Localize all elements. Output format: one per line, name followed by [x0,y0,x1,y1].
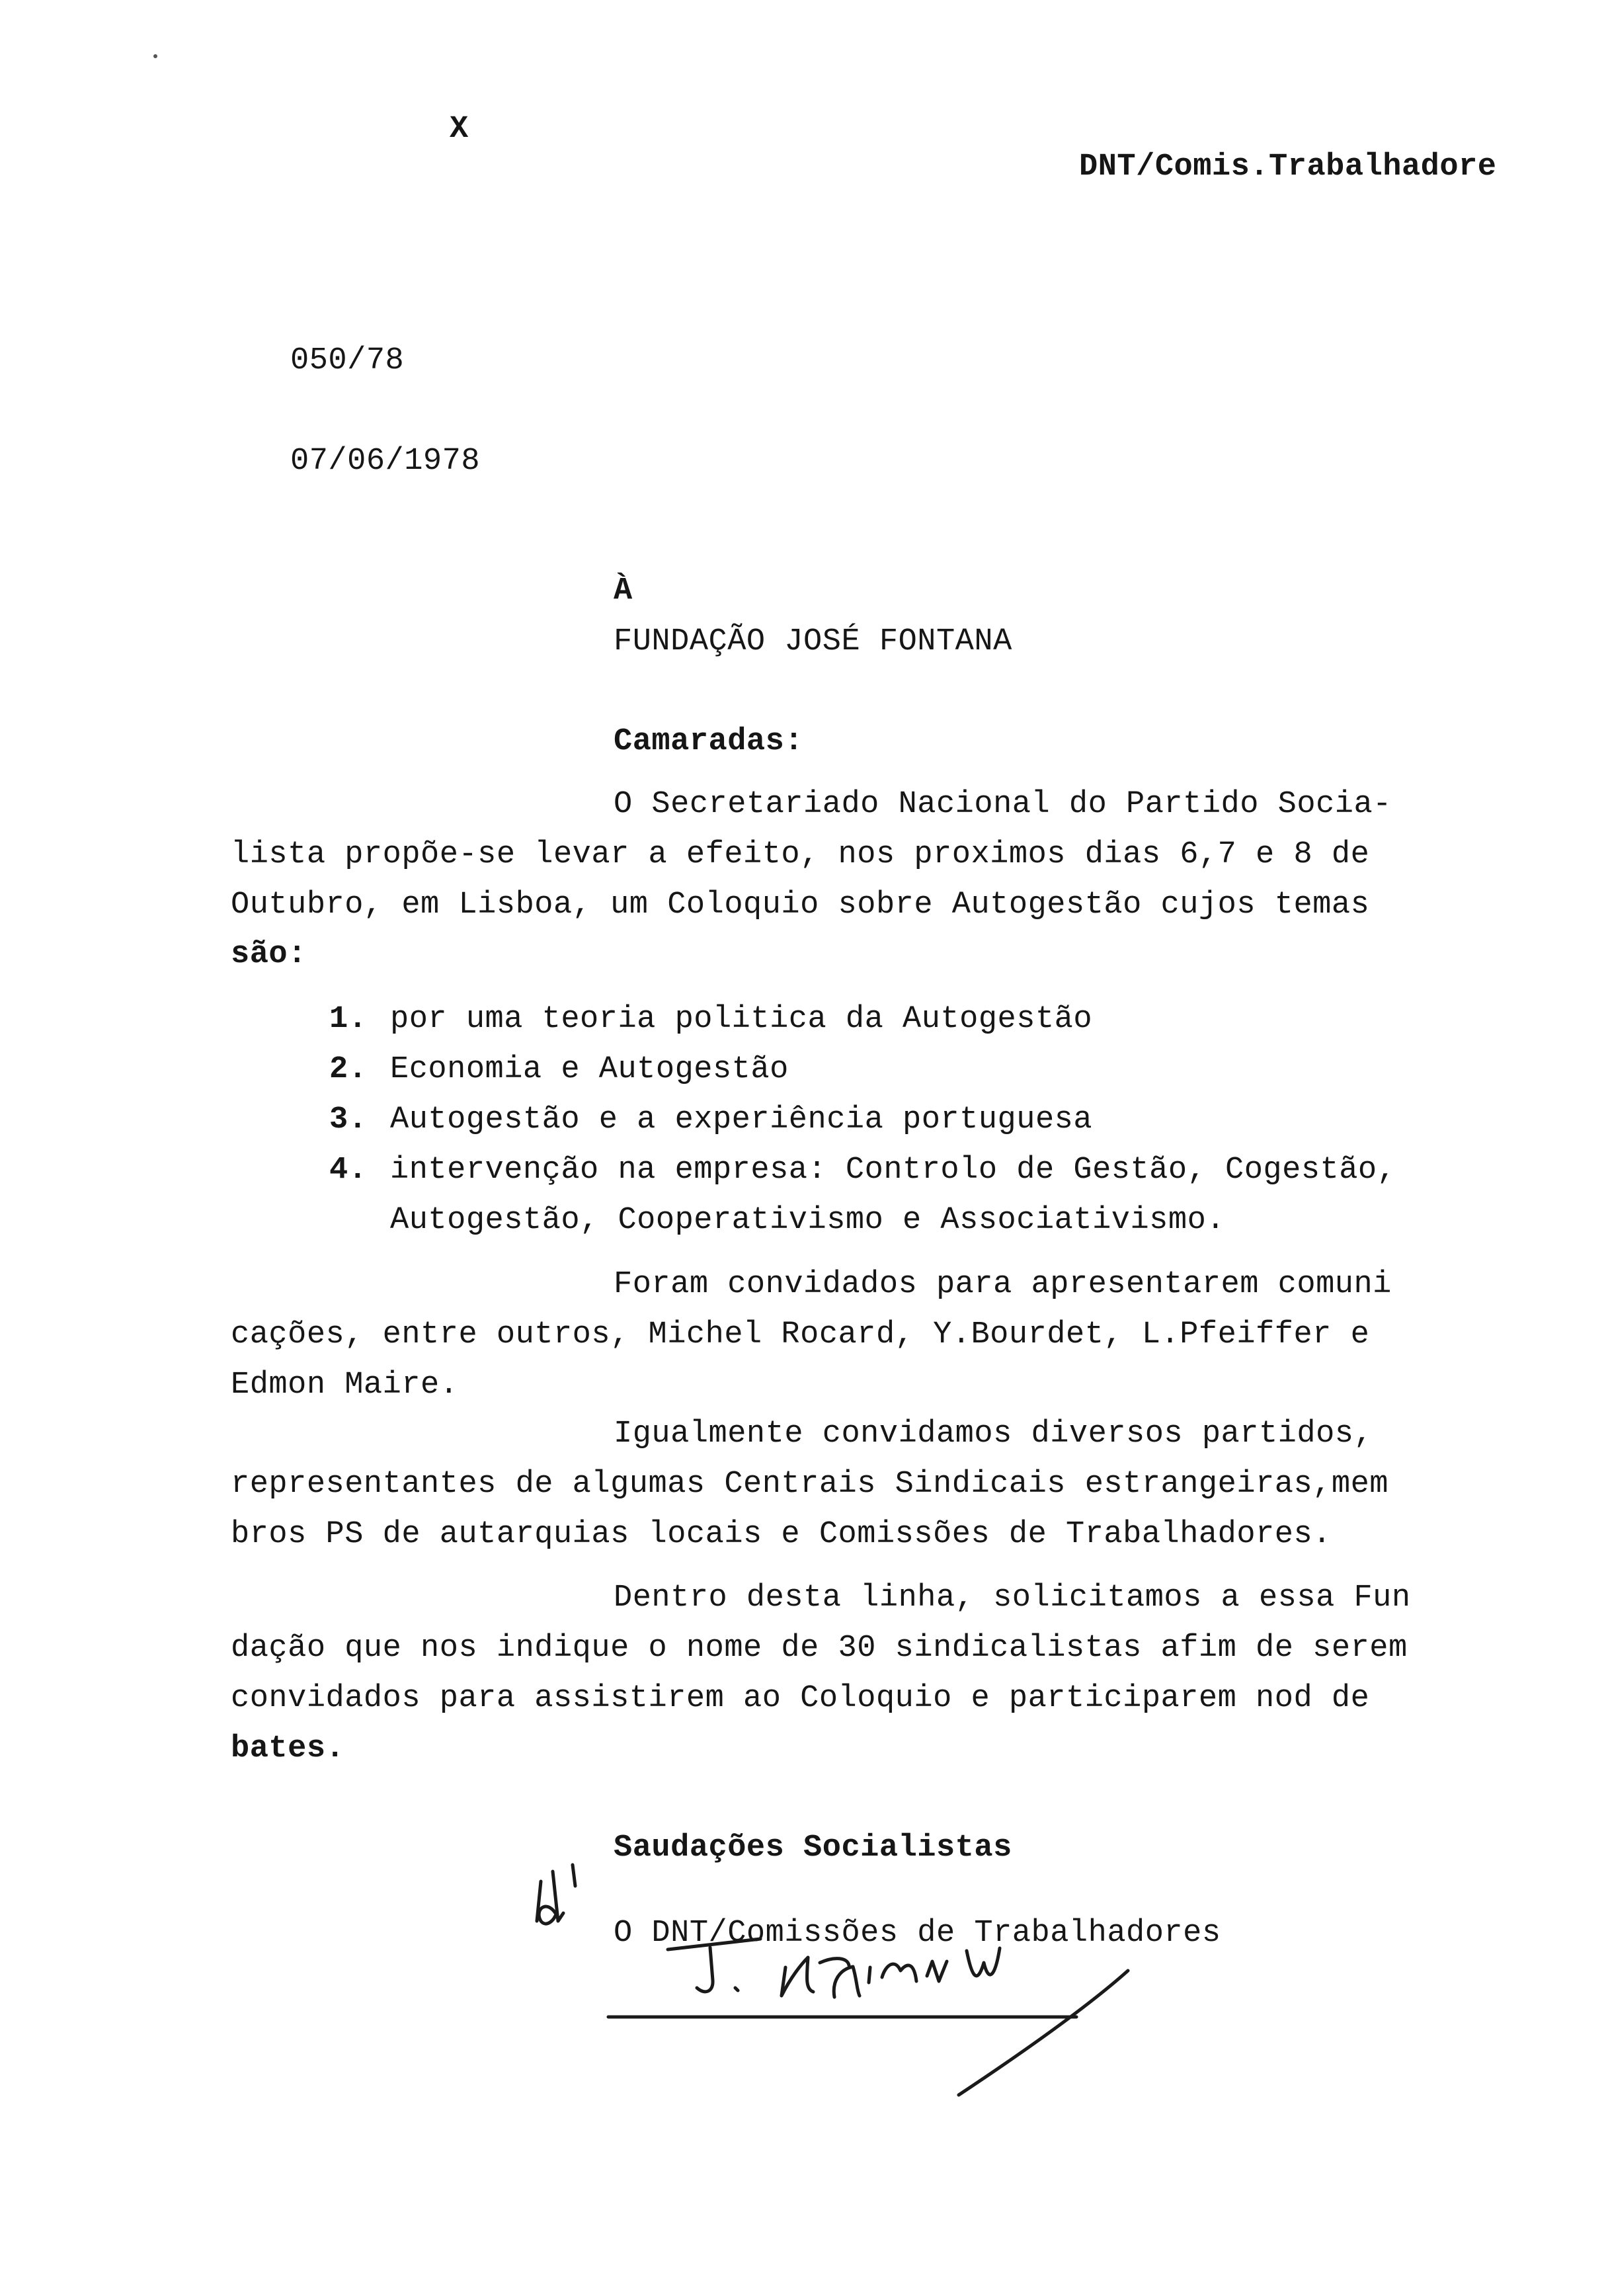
paragraph-2-line: Foram convidados para apresentarem comuni [614,1267,1392,1302]
addressee-prefix: À [614,573,633,608]
topic-continuation: Autogestão, Cooperativismo e Associativismo. [390,1203,1226,1238]
letter-date: 07/06/1978 [290,444,481,479]
topic-text: Autogestão e a experiência portuguesa [390,1102,1093,1137]
paragraph-1-line: Outubro, em Lisboa, um Coloquio sobre Autogestão cujos temas [231,887,1370,922]
addressee-name: FUNDAÇÃO JOSÉ FONTANA [614,624,1012,659]
department-header: DNT/Comis.Trabalhadore [1079,149,1497,184]
topic-text: por uma teoria politica da Autogestão [390,1002,1093,1037]
header-mark: X [450,112,469,147]
paragraph-3-line: bros PS de autarquias locais e Comissões de Trabalhadores. [231,1517,1332,1552]
paragraph-4-line: bates. [231,1731,345,1766]
topic-number: 4. [329,1153,368,1188]
paragraph-4-line: convidados para assistirem ao Coloquio e participarem nod de [231,1681,1370,1716]
closing-greeting: Saudações Socialistas [614,1830,1012,1866]
paragraph-1-line: O Secretariado Nacional do Partido Socia- [614,787,1392,822]
topic-number: 2. [329,1052,368,1087]
initials-stroke [573,1865,575,1886]
initials-stroke [539,1906,557,1924]
signatory-line: O DNT/Comissões de Trabalhadores [614,1916,1221,1951]
topic-text: Economia e Autogestão [390,1052,789,1087]
topic-number: 1. [329,1002,368,1037]
paragraph-1-line: são: [231,937,307,972]
topic-text: intervenção na empresa: Controlo de Gestão, Cogestão, [390,1153,1396,1188]
paragraph-4-line: dação que nos indique o nome de 30 sindicalistas afim de serem [231,1631,1408,1666]
paragraph-3-line: representantes de algumas Centrais Sindicais estrangeiras,mem [231,1467,1388,1502]
paragraph-1-line: lista propõe-se levar a efeito, nos proximos dias 6,7 e 8 de [231,837,1370,872]
salutation: Camaradas: [614,724,804,759]
topic-number: 3. [329,1102,368,1137]
paragraph-3-line: Igualmente convidamos diversos partidos, [614,1416,1373,1452]
reference-number: 050/78 [290,343,405,378]
paragraph-2-line: Edmon Maire. [231,1368,459,1403]
paragraph-4-line: Dentro desta linha, solicitamos a essa Fun [614,1580,1411,1616]
paragraph-2-line: cações, entre outros, Michel Rocard, Y.Bourdet, L.Pfeiffer e [231,1317,1370,1352]
